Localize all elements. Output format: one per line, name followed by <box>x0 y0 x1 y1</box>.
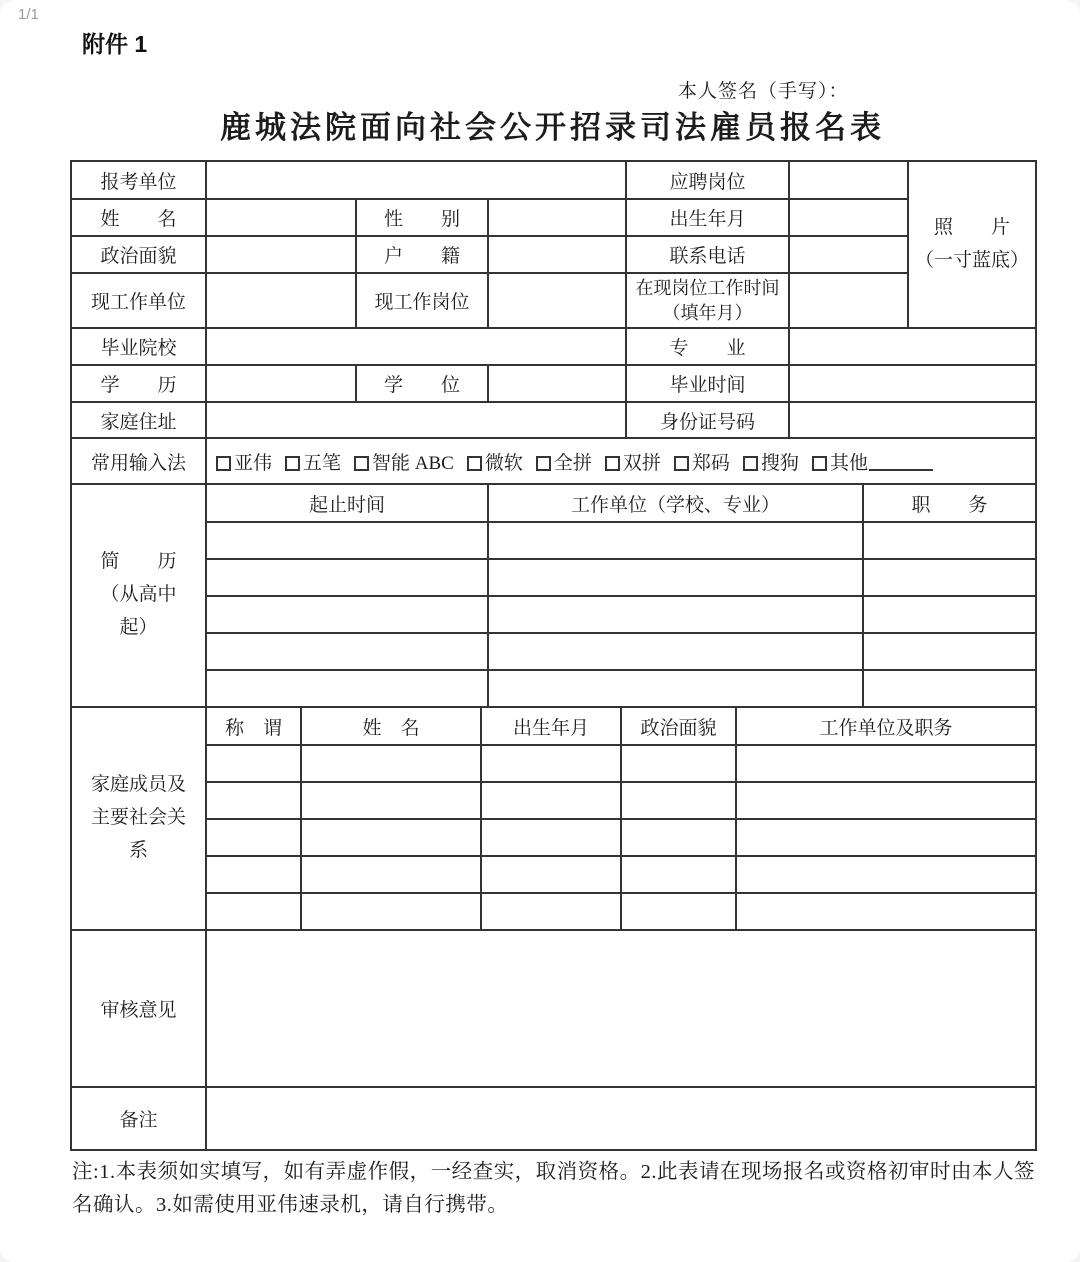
family-header-cell: 政治面貌 <box>621 707 736 745</box>
family-input-cell[interactable] <box>621 819 736 856</box>
family-label-line: 系 <box>128 839 148 861</box>
input-method-options <box>206 438 1036 484</box>
input-method-option-label: 其他 <box>829 452 868 474</box>
resume-input-cell[interactable] <box>863 522 1036 559</box>
remarks-input-cell[interactable] <box>206 1087 1036 1150</box>
name-input-cell[interactable] <box>206 199 356 236</box>
input-method-option-label: 搜狗 <box>760 452 799 474</box>
resume-header-row <box>71 484 1036 522</box>
family-label-line: 主要社会关 <box>90 807 186 829</box>
household-input-cell[interactable] <box>488 236 626 273</box>
family-input-cell[interactable] <box>481 819 621 856</box>
family-input-cell[interactable] <box>301 819 481 856</box>
family-input-cell[interactable] <box>206 782 301 819</box>
resume-input-cell[interactable] <box>863 670 1036 707</box>
family-input-cell[interactable] <box>621 782 736 819</box>
post-time-label-line2: （填年月） <box>662 302 753 323</box>
family-input-cell[interactable] <box>736 782 1036 819</box>
row-political <box>71 236 1036 273</box>
checkbox-icon[interactable] <box>285 456 300 471</box>
input-method-option[interactable] <box>605 448 661 475</box>
resume-header-cell: 起止时间 <box>206 484 488 522</box>
resume-input-cell[interactable] <box>206 522 488 559</box>
table-row <box>71 745 1036 782</box>
review-row <box>71 930 1036 1087</box>
input-method-option[interactable] <box>216 448 272 475</box>
name-label: 姓 名 <box>71 199 206 236</box>
input-method-option-label: 郑码 <box>691 452 730 474</box>
resume-input-cell[interactable] <box>488 633 863 670</box>
input-method-option[interactable] <box>467 448 523 475</box>
resume-input-cell[interactable] <box>206 633 488 670</box>
table-row <box>71 856 1036 893</box>
table-row <box>71 893 1036 930</box>
family-input-cell[interactable] <box>301 782 481 819</box>
input-method-option-label: 全拼 <box>553 452 592 474</box>
remarks-row <box>71 1087 1036 1150</box>
checkbox-icon[interactable] <box>812 456 827 471</box>
school-label: 毕业院校 <box>71 328 206 365</box>
family-input-cell[interactable] <box>301 856 481 893</box>
form-table <box>70 160 1035 1151</box>
resume-input-cell[interactable] <box>488 670 863 707</box>
gender-label: 性 别 <box>356 199 488 236</box>
grad-time-label: 毕业时间 <box>626 365 789 402</box>
checkbox-icon[interactable] <box>743 456 758 471</box>
resume-table <box>70 483 1037 708</box>
row-address <box>71 402 1036 438</box>
family-body <box>71 707 1036 930</box>
family-input-cell[interactable] <box>621 856 736 893</box>
post-time-label <box>626 273 789 328</box>
other-blank-line[interactable] <box>869 456 933 471</box>
resume-label-line: （从高中 <box>100 584 177 606</box>
education-input-cell[interactable] <box>206 365 356 402</box>
table-row <box>71 596 1036 633</box>
grad-time-input-cell[interactable] <box>789 365 1036 402</box>
input-method-option-label: 五笔 <box>303 452 342 474</box>
gender-input-cell[interactable] <box>488 199 626 236</box>
family-header-cell: 出生年月 <box>481 707 621 745</box>
resume-input-cell[interactable] <box>206 596 488 633</box>
family-input-cell[interactable] <box>736 745 1036 782</box>
row-apply-unit <box>71 161 1036 199</box>
photo-cell <box>908 161 1036 328</box>
birth-label: 出生年月 <box>626 199 789 236</box>
family-input-cell[interactable] <box>206 819 301 856</box>
signature-label: 本人签名（手写）： <box>678 81 849 102</box>
family-input-cell[interactable] <box>206 893 301 930</box>
checkbox-icon[interactable] <box>674 456 689 471</box>
review-label: 审核意见 <box>71 930 206 1087</box>
basic-info-table <box>70 160 1037 485</box>
family-input-cell[interactable] <box>736 819 1036 856</box>
form-title: 鹿城法院面向社会公开招录司法雇员报名表 <box>220 110 885 145</box>
family-label-line: 家庭成员及 <box>90 774 186 796</box>
page-indicator: 1/1 <box>18 6 39 23</box>
row-school <box>71 328 1036 365</box>
family-input-cell[interactable] <box>301 893 481 930</box>
degree-input-cell[interactable] <box>488 365 626 402</box>
post-time-label-line1: 在现岗位工作时间 <box>635 278 780 299</box>
major-input-cell[interactable] <box>789 328 1036 365</box>
input-method-option[interactable] <box>743 448 799 475</box>
remarks-table <box>70 1086 1037 1151</box>
major-label: 专 业 <box>626 328 789 365</box>
table-row <box>71 633 1036 670</box>
post-time-input-cell[interactable] <box>789 273 908 328</box>
home-address-label: 家庭住址 <box>71 402 206 438</box>
family-input-cell[interactable] <box>481 856 621 893</box>
family-input-cell[interactable] <box>206 745 301 782</box>
family-input-cell[interactable] <box>481 893 621 930</box>
resume-input-cell[interactable] <box>488 596 863 633</box>
input-method-option-label: 智能 ABC <box>372 452 454 474</box>
school-input-cell[interactable] <box>206 328 626 365</box>
current-post-label: 现工作岗位 <box>356 273 488 328</box>
row-name <box>71 199 1036 236</box>
checkbox-icon[interactable] <box>467 456 482 471</box>
degree-label: 学 位 <box>356 365 488 402</box>
footer-note: 注:1.本表须如实填写，如有弄虚作假，一经查实，取消资格。2.此表请在现场报名或资格初审时由本人签名确认。3.如需使用亚伟速录机，请自行携带。 <box>72 1161 1035 1217</box>
education-label: 学 历 <box>71 365 206 402</box>
phone-input-cell[interactable] <box>789 236 908 273</box>
family-table <box>70 706 1037 931</box>
resume-label-line: 简 历 <box>100 551 177 573</box>
resume-input-cell[interactable] <box>863 633 1036 670</box>
family-section-label <box>71 707 206 930</box>
photo-label-line2: （一寸蓝底） <box>915 249 1030 271</box>
family-input-cell[interactable] <box>301 745 481 782</box>
table-row <box>71 782 1036 819</box>
resume-header-cell: 工作单位（学校、专业） <box>488 484 863 522</box>
table-row <box>71 670 1036 707</box>
table-row <box>71 522 1036 559</box>
resume-header-cell: 职 务 <box>863 484 1036 522</box>
household-label: 户 籍 <box>356 236 488 273</box>
home-address-input-cell[interactable] <box>206 402 626 438</box>
resume-section-label <box>71 484 206 707</box>
family-header-row <box>71 707 1036 745</box>
input-method-label: 常用输入法 <box>71 438 206 484</box>
current-post-input-cell[interactable] <box>488 273 626 328</box>
resume-label-line: 起） <box>119 616 158 638</box>
apply-position-label: 应聘岗位 <box>626 161 789 199</box>
input-method-option-label: 微软 <box>484 452 523 474</box>
input-method-option[interactable] <box>285 448 341 475</box>
family-input-cell[interactable] <box>481 745 621 782</box>
political-status-label: 政治面貌 <box>71 236 206 273</box>
row-current-work <box>71 273 1036 328</box>
resume-input-cell[interactable] <box>488 522 863 559</box>
photo-label-line1: 照 片 <box>934 216 1011 238</box>
table-row <box>71 559 1036 596</box>
checkbox-icon[interactable] <box>354 456 369 471</box>
resume-body <box>71 484 1036 707</box>
resume-input-cell[interactable] <box>863 559 1036 596</box>
table-row <box>71 819 1036 856</box>
attachment-label: 附件 1 <box>82 31 148 57</box>
id-number-input-cell[interactable] <box>789 402 1036 438</box>
current-unit-input-cell[interactable] <box>206 273 356 328</box>
checkbox-icon[interactable] <box>536 456 551 471</box>
review-table <box>70 929 1037 1088</box>
resume-input-cell[interactable] <box>863 596 1036 633</box>
id-number-label: 身份证号码 <box>626 402 789 438</box>
resume-input-cell[interactable] <box>206 559 488 596</box>
phone-label: 联系电话 <box>626 236 789 273</box>
family-input-cell[interactable] <box>206 856 301 893</box>
row-input-method <box>71 438 1036 484</box>
checkbox-icon[interactable] <box>216 456 231 471</box>
political-status-input-cell[interactable] <box>206 236 356 273</box>
birth-input-cell[interactable] <box>789 199 908 236</box>
family-header-cell: 工作单位及职务 <box>736 707 1036 745</box>
input-method-option-label: 亚伟 <box>234 452 273 474</box>
family-input-cell[interactable] <box>621 893 736 930</box>
input-method-option[interactable] <box>812 448 933 475</box>
resume-input-cell[interactable] <box>488 559 863 596</box>
apply-unit-label: 报考单位 <box>71 161 206 199</box>
row-education <box>71 365 1036 402</box>
family-input-cell[interactable] <box>481 782 621 819</box>
input-method-option[interactable] <box>536 448 592 475</box>
family-header-cell: 姓 名 <box>301 707 481 745</box>
review-input-cell[interactable] <box>206 930 1036 1087</box>
input-method-option-label: 双拼 <box>622 452 661 474</box>
input-method-option[interactable] <box>674 448 730 475</box>
family-input-cell[interactable] <box>621 745 736 782</box>
apply-position-input-cell[interactable] <box>789 161 908 199</box>
input-method-option[interactable] <box>354 448 454 475</box>
resume-input-cell[interactable] <box>206 670 488 707</box>
current-unit-label: 现工作单位 <box>71 273 206 328</box>
family-input-cell[interactable] <box>736 893 1036 930</box>
apply-unit-input-cell[interactable] <box>206 161 626 199</box>
family-input-cell[interactable] <box>736 856 1036 893</box>
family-header-cell: 称 谓 <box>206 707 301 745</box>
remarks-label: 备注 <box>71 1087 206 1150</box>
checkbox-icon[interactable] <box>605 456 620 471</box>
